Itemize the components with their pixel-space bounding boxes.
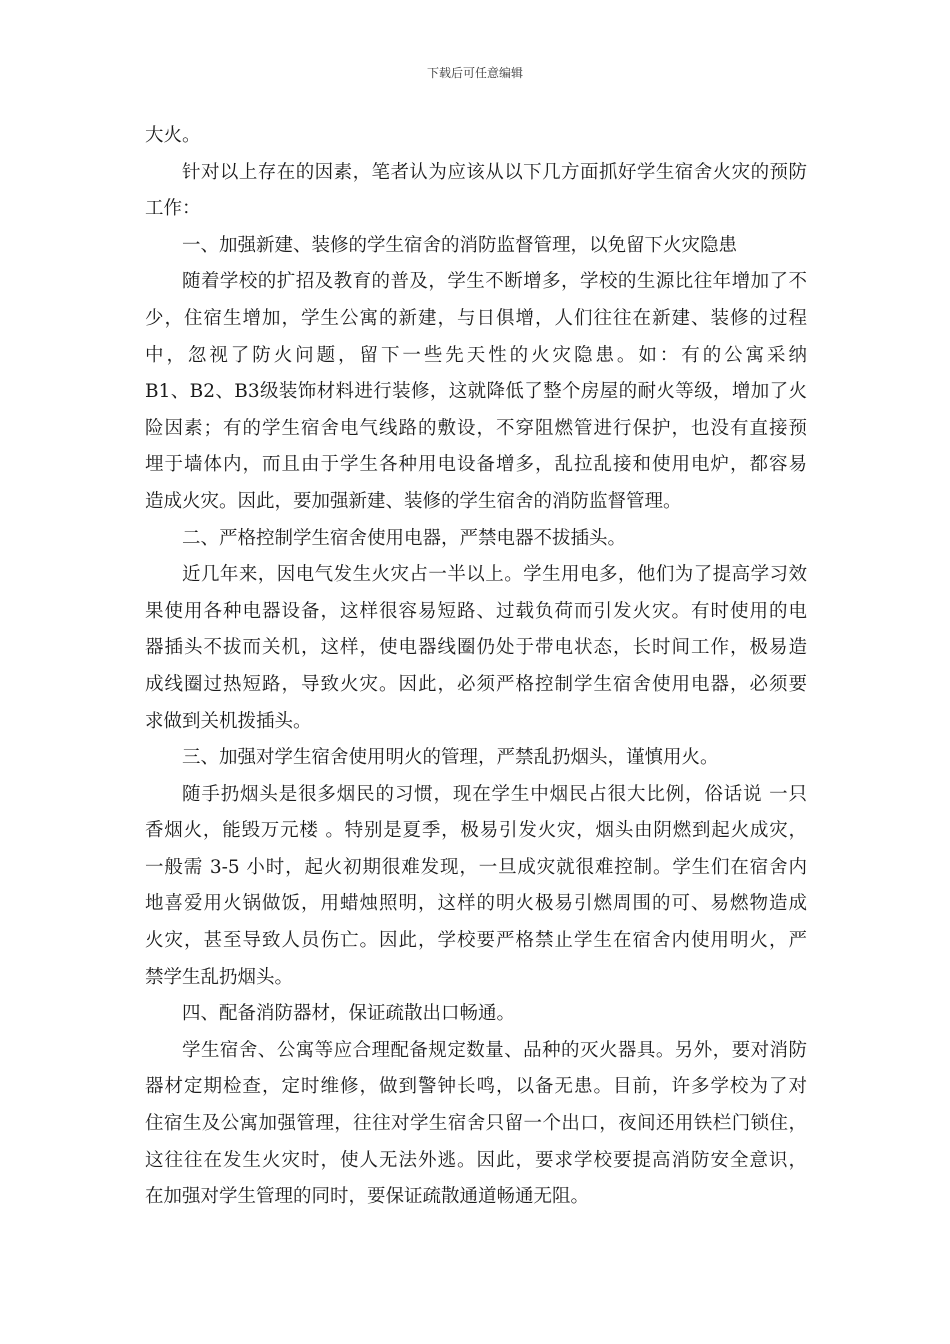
text-line: 求做到关机拨插头。 — [145, 710, 312, 732]
text-line: 中，忽视了防火问题，留下一些先天性的火灾隐患。如：有的公寓采纳 — [145, 344, 807, 366]
text-line: 险因素；有的学生宿舍电气线路的敷设，不穿阻燃管进行保护，也没有直接预 — [145, 417, 807, 439]
page-header: 下载后可任意编辑 — [426, 66, 523, 80]
text-line: 香烟火，能毁万元楼 。特别是夏季，极易引发火灾，烟头由阴燃到起火成灾， — [145, 820, 807, 842]
text-line: 火灾，甚至导致人员伤亡。因此，学校要严格禁止学生在宿舍内使用明火，严 — [145, 930, 807, 952]
text-line: 随手扔烟头是很多烟民的习惯，现在学生中烟民占很大比例，俗话说 一只 — [182, 783, 807, 805]
section-heading: 二、严格控制学生宿舍使用电器，严禁电器不拔插头。 — [182, 527, 627, 549]
text-line: 针对以上存在的因素，笔者认为应该从以下几方面抓好学生宿舍火灾的预防 — [182, 161, 807, 183]
text-line: 随着学校的扩招及教育的普及，学生不断增多，学校的生源比往年增加了不 — [182, 271, 807, 293]
text-line: 近几年来，因电气发生火灾占一半以上。学生用电多，他们为了提高学习效 — [182, 564, 807, 586]
section-heading: 三、加强对学生宿舍使用明火的管理，严禁乱扔烟头，谨慎用火。 — [182, 747, 719, 769]
text-line: 器插头不拔而关机，这样，使电器线圈仍处于带电状态，长时间工作，极易造 — [145, 637, 807, 659]
text-line: 器材定期检查，定时维修，做到警钟长鸣，以备无患。目前，许多学校为了对 — [145, 1076, 807, 1098]
text-line: 禁学生乱扔烟头。 — [145, 966, 294, 988]
text-line: 地喜爱用火锅做饭，用蜡烛照明，这样的明火极易引燃周围的可、易燃物造成 — [145, 893, 807, 915]
section-heading: 一、加强新建、装修的学生宿舍的消防监督管理，以免留下火灾隐患 — [182, 234, 738, 256]
text-line: 成线圈过热短路，导致火灾。因此，必须严格控制学生宿舍使用电器，必须要 — [145, 673, 807, 695]
text-line: 造成火灾。因此，要加强新建、装修的学生宿舍的消防监督管理。 — [145, 490, 682, 512]
text-line: 学生宿舍、公寓等应合理配备规定数量、品种的灭火器具。另外，要对消防 — [182, 1039, 807, 1061]
text-line: 这往往在发生火灾时，使人无法外逃。因此，要求学校要提高消防安全意识， — [145, 1149, 807, 1171]
section-heading: 四、配备消防器材，保证疏散出口畅通。 — [182, 1003, 516, 1025]
text-line: 果使用各种电器设备，这样很容易短路、过载负荷而引发火灾。有时使用的电 — [145, 600, 807, 622]
text-line: 埋于墙体内，而且由于学生各种用电设备增多，乱拉乱接和使用电炉，都容易 — [145, 454, 807, 476]
document-body — [145, 118, 807, 1216]
text-line: 住宿生及公寓加强管理，往往对学生宿舍只留一个出口，夜间还用铁栏门锁住， — [145, 1113, 807, 1135]
text-line: B1、B2、B3级装饰材料进行装修，这就降低了整个房屋的耐火等级，增加了火 — [145, 381, 807, 403]
text-line: 一般需 3-5 小时，起火初期很难发现，一旦成灾就很难控制。学生们在宿舍内 — [145, 856, 807, 878]
text-line: 少，住宿生增加，学生公寓的新建，与日俱增，人们往往在新建、装修的过程 — [145, 307, 807, 329]
text-line: 大火。 — [145, 125, 201, 146]
text-line: 在加强对学生管理的同时，要保证疏散通道畅通无阻。 — [145, 1186, 590, 1208]
text-line: 工作： — [145, 198, 201, 220]
